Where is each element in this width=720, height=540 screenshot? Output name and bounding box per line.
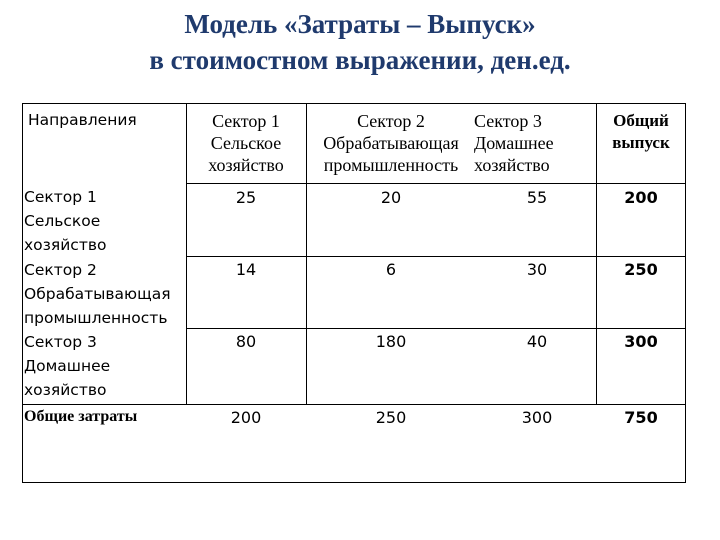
table-cell: 300 [521,408,553,427]
page-title: Модель «Затраты – Выпуск» [184,9,536,39]
table-cell: 180 [375,332,407,351]
table-cell: 40 [526,332,548,351]
table-cell: 20 [380,188,402,207]
column-header-total-output: Общий выпуск [612,111,670,152]
table-cell-total: 200 [624,188,658,207]
table-cell-grand-total: 750 [624,408,658,427]
row-divider [186,328,686,329]
table-cell-total: 300 [624,332,658,351]
row-label-sector-1: Сектор 1 Сельское хозяйство [24,188,107,254]
table-cell: 55 [526,188,548,207]
column-header-sector-3: Сектор 3 Домашнее хозяйство [474,111,554,175]
table-cell: 250 [375,408,407,427]
row-label-sector-2: Сектор 2 Обрабатывающая промышленность [24,261,171,327]
row-divider [22,404,686,405]
row-label-total-costs: Общие затраты [24,408,138,425]
row-divider [186,256,686,257]
column-header-sector-1: Сектор 1 Сельское хозяйство [208,111,284,175]
page-subtitle: в стоимостном выражении, ден.ед. [149,45,571,75]
table-cell: 200 [230,408,262,427]
table-cell: 80 [235,332,257,351]
row-label-sector-3: Сектор 3 Домашнее хозяйство [24,333,111,399]
column-header-sector-2: Сектор 2 Обрабатывающая промышленность [323,111,459,175]
table-cell: 14 [235,260,257,279]
table-cell-total: 250 [624,260,658,279]
table-cell: 30 [526,260,548,279]
row-divider [186,183,686,184]
table-cell: 6 [385,260,397,279]
corner-header: Направления [28,111,137,129]
table-cell: 25 [235,188,257,207]
